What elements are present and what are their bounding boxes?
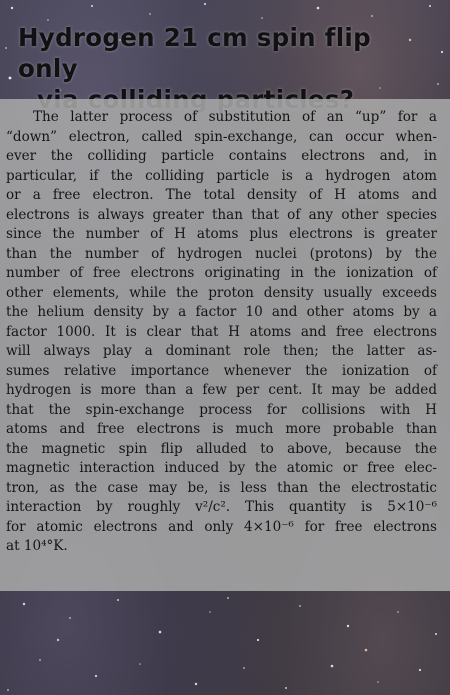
- passage-line: atoms and free electrons is much more probable than: [6, 421, 437, 437]
- body-passage: [6, 108, 437, 557]
- passage-line: ever the colliding particle contains electrons and, in: [6, 148, 437, 164]
- passage-line: that the spin-exchange process for collisions with H: [6, 401, 437, 418]
- passage-line: the magnetic spin flip alluded to above, because the: [6, 440, 437, 457]
- passage-line: since the number of H atoms plus electrons is greater: [6, 226, 437, 242]
- passage-line: “down” electron, called spin-exchange, can occur when-: [6, 128, 437, 145]
- passage-line: or a free electron. The total density of H atoms and: [6, 187, 437, 203]
- passage-line: than the number of hydrogen nuclei (protons) by the: [6, 245, 437, 262]
- passage-line: particular, if the colliding particle is a hydrogen atom: [6, 167, 437, 184]
- passage-line: at 10⁴°K.: [6, 538, 68, 554]
- passage-line: will always play a dominant role then; the latter as-: [6, 343, 437, 359]
- passage-line: number of free electrons originating in the ionization of: [6, 265, 437, 281]
- passage-line: sumes relative importance whenever the ionization of: [6, 362, 437, 379]
- passage-line: The latter process of substitution of an “up” for a: [33, 109, 437, 125]
- passage-line: tron, as the case may be, is less than the electrostatic: [6, 479, 437, 496]
- passage-line: for atomic electrons and only 4×10⁻⁶ for free electrons: [6, 518, 437, 535]
- passage-line: electrons is always greater than that of any other species: [6, 206, 437, 223]
- passage-line: factor 1000. It is clear that H atoms and free electrons: [6, 323, 437, 340]
- title-line-1: Hydrogen 21 cm spin flip only: [18, 23, 371, 83]
- passage-line: the helium density by a factor 10 and other atoms by a: [6, 304, 437, 320]
- passage-line: other elements, while the proton density usually exceeds: [6, 284, 437, 301]
- passage-line: magnetic interaction induced by the atomic or free elec-: [6, 460, 437, 476]
- passage-line: hydrogen is more than a few per cent. It may be added: [6, 382, 437, 398]
- passage-line: interaction by roughly v²/c². This quantity is 5×10⁻⁶: [6, 499, 437, 515]
